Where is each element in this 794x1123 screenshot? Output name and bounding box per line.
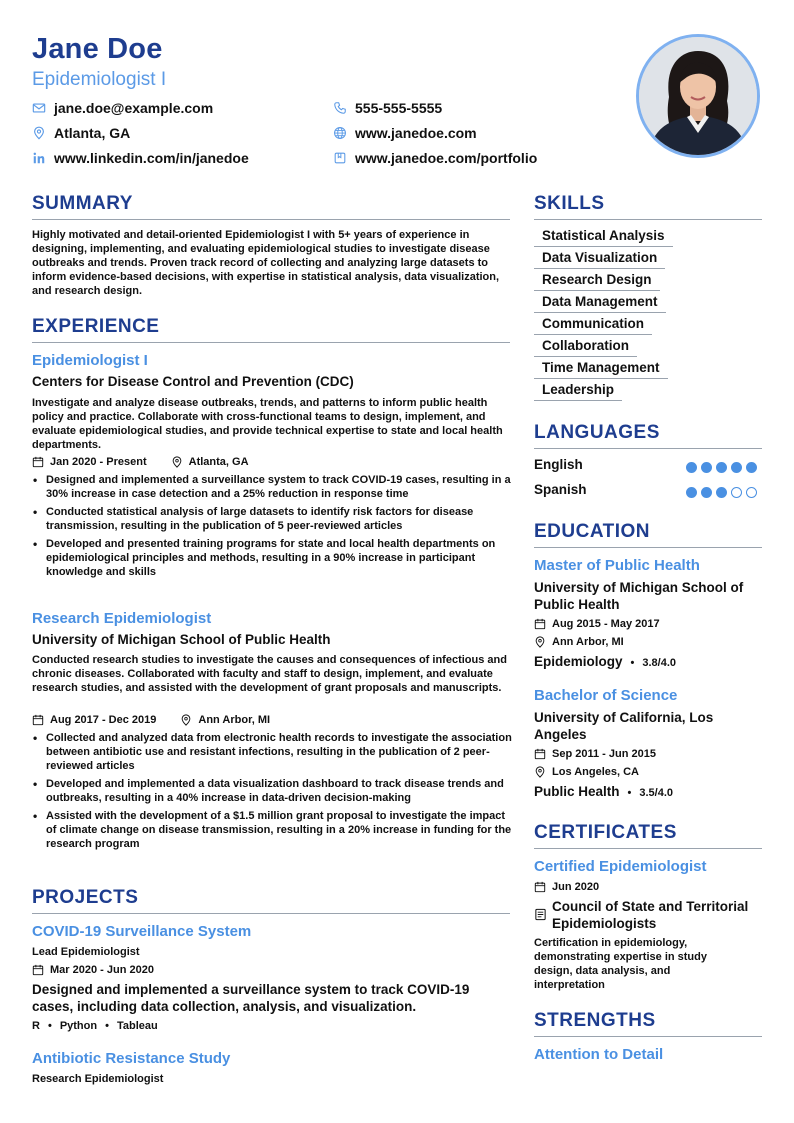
skill-tag: Collaboration	[534, 337, 637, 357]
level-dot-filled	[731, 462, 742, 473]
location-pin-icon	[534, 636, 546, 648]
job-dates: Aug 2017 - Dec 2019	[50, 714, 157, 726]
gpa-separator: •	[630, 657, 635, 669]
education-field: Epidemiology	[534, 654, 623, 669]
project-tool: Tableau	[116, 1020, 158, 1032]
certificate-description: Certification in epidemiology, demonstrating expertise in study design, data analysis, and interpretation	[534, 937, 707, 991]
gpa-separator: •	[627, 787, 632, 799]
tool-separator: •	[47, 1020, 52, 1032]
job-organization: University of Michigan School of Public Health	[32, 632, 331, 647]
achievement-item: • Designed and implemented a surveillance system to track COVID-19 cases, resulting in a 30% increase in case detection and a 25% reduction in response time	[32, 473, 512, 501]
education-gpa: 3.5/4.0	[639, 787, 674, 799]
certificate-date-text: Jun 2020	[552, 881, 600, 893]
skills-heading: SKILLS	[534, 193, 605, 214]
job-meta	[32, 713, 270, 727]
location-pin-icon	[171, 456, 183, 468]
portfolio-icon	[333, 151, 347, 165]
contact-website[interactable]	[333, 124, 477, 142]
level-dot-filled	[746, 462, 757, 473]
location-pin-icon	[180, 714, 192, 726]
strength-title: Attention to Detail	[534, 1046, 664, 1063]
projects-divider	[32, 913, 510, 914]
job-location: Ann Arbor, MI	[198, 714, 271, 726]
linkedin-text: www.linkedin.com/in/janedoe	[54, 150, 249, 166]
level-dot-empty	[746, 487, 757, 498]
education-location	[534, 635, 624, 649]
school-name: University of California, Los Angeles	[534, 710, 714, 742]
summary-text: Highly motivated and detail-oriented Epidemiologist I with 5+ years of experience in designing, implementing, and evaluating epidemiological studies to investigate disease outbreaks and trends. Proven track record of collecting and analyzing large datasets to inform evidence-based decisions, with expertise in statistical analysis, data visualization, and research design.	[32, 229, 500, 297]
job-achievements	[32, 473, 512, 583]
achievement-item: • Developed and implemented a data visualization dashboard to track disease trends and outbreaks, resulting in a 40% increase in data-driven decision-making	[32, 777, 512, 805]
contact-location	[32, 124, 130, 142]
candidate-title: Epidemiologist I	[32, 69, 167, 90]
project-dates: Mar 2020 - Jun 2020	[50, 964, 154, 976]
certificate-title: Certified Epidemiologist	[534, 858, 707, 875]
school-name: University of Michigan School of Public Health	[534, 580, 744, 612]
education-gpa: 3.8/4.0	[642, 657, 677, 669]
achievement-item: • Developed and presented training programs for state and local health departments on epidemiological principles and methods, resulting in a 90% increase in participant knowledge and skills	[32, 537, 512, 579]
job-title: Research Epidemiologist	[32, 610, 212, 627]
job-description: Conducted research studies to investigate the causes and consequences of infectious and chronic diseases. Collaborated with faculty and staff to design, implement, and evaluate research studies, and assisted with the development of grant proposals and manuscripts.	[32, 654, 507, 694]
project-role: Research Epidemiologist	[32, 1073, 164, 1085]
certificate-issuer: Council of State and Territorial Epidemiologists	[552, 899, 749, 931]
tool-separator: •	[105, 1020, 109, 1032]
experience-divider	[32, 342, 510, 343]
project-tool: Python	[59, 1020, 98, 1032]
project-title: Antibiotic Resistance Study	[32, 1050, 231, 1067]
education-location-text: Ann Arbor, MI	[552, 636, 624, 648]
location-pin-icon	[32, 126, 46, 140]
skill-tag: Data Management	[534, 293, 666, 313]
location-pin-icon	[534, 766, 546, 778]
project-tool: R	[32, 1020, 40, 1032]
email-icon	[32, 101, 46, 115]
skill-tag: Research Design	[534, 271, 660, 291]
strengths-heading: STRENGTHS	[534, 1010, 656, 1031]
education-dates	[534, 747, 656, 761]
contact-phone[interactable]	[333, 99, 442, 117]
achievement-item: • Conducted statistical analysis of large datasets to identify risk factors for disease transmission, resulting in the publication of 5 peer-reviewed articles	[32, 505, 512, 533]
achievement-item: • Collected and analyzed data from electronic health records to investigate the association between antibiotic use and resistant infections, resulting in the publication of 2 peer-reviewed articles	[32, 731, 512, 773]
level-dot-filled	[701, 462, 712, 473]
level-dot-filled	[686, 487, 697, 498]
calendar-icon	[32, 714, 44, 726]
contact-email[interactable]	[32, 99, 213, 117]
level-dot-filled	[716, 487, 727, 498]
calendar-icon	[32, 964, 44, 976]
certificates-heading: CERTIFICATES	[534, 822, 677, 843]
job-organization: Centers for Disease Control and Prevention (CDC)	[32, 374, 354, 389]
job-title: Epidemiologist I	[32, 352, 148, 369]
language-level	[686, 487, 761, 498]
skill-tag: Time Management	[534, 359, 668, 379]
degree-title: Master of Public Health	[534, 557, 700, 574]
candidate-name: Jane Doe	[32, 33, 163, 65]
phone-icon	[333, 101, 347, 115]
education-dates	[534, 617, 660, 631]
job-location: Atlanta, GA	[188, 456, 249, 468]
project-role: Lead Epidemiologist	[32, 946, 140, 958]
calendar-icon	[534, 618, 546, 630]
level-dot-filled	[716, 462, 727, 473]
project-tools	[32, 1019, 158, 1033]
language-name: English	[534, 457, 583, 472]
phone-text: 555-555-5555	[355, 100, 443, 116]
education-heading: EDUCATION	[534, 521, 651, 542]
job-meta	[32, 455, 249, 469]
project-description: Designed and implemented a surveillance system to track COVID-19 cases, including data collection, analysis, and visualization.	[32, 982, 470, 1014]
project-title: COVID-19 Surveillance System	[32, 923, 252, 940]
education-dates-text: Aug 2015 - May 2017	[552, 618, 660, 630]
education-location	[534, 765, 639, 779]
calendar-icon	[32, 456, 44, 468]
location-text: Atlanta, GA	[54, 125, 131, 141]
project-meta	[32, 963, 154, 977]
summary-heading: SUMMARY	[32, 193, 133, 214]
contact-linkedin[interactable]	[32, 149, 249, 167]
strengths-divider	[534, 1036, 762, 1037]
calendar-icon	[534, 881, 546, 893]
achievement-item: • Assisted with the development of a $1.5 million grant proposal to investigate the impact of climate change on disease transmission, resulting in a 20% increase in funding for the research program	[32, 809, 512, 851]
skill-tag: Leadership	[534, 381, 622, 401]
contact-portfolio[interactable]	[333, 149, 537, 167]
profile-photo	[636, 34, 760, 158]
languages-divider	[534, 448, 762, 449]
globe-icon	[333, 126, 347, 140]
language-level	[686, 462, 761, 473]
certificate-icon	[534, 908, 547, 921]
degree-title: Bachelor of Science	[534, 687, 678, 704]
projects-heading: PROJECTS	[32, 887, 139, 908]
job-dates: Jan 2020 - Present	[50, 456, 147, 468]
language-name: Spanish	[534, 482, 587, 497]
email-text: jane.doe@example.com	[54, 100, 214, 116]
certificate-date	[534, 880, 599, 894]
summary-divider	[32, 219, 510, 220]
education-field: Public Health	[534, 784, 620, 799]
linkedin-icon	[32, 151, 46, 165]
languages-heading: LANGUAGES	[534, 422, 660, 443]
level-dot-empty	[731, 487, 742, 498]
skills-divider	[534, 219, 762, 220]
portfolio-text: www.janedoe.com/portfolio	[355, 150, 538, 166]
education-dates-text: Sep 2011 - Jun 2015	[552, 748, 656, 760]
skill-tag: Communication	[534, 315, 652, 335]
education-field-gpa	[534, 783, 673, 802]
education-field-gpa	[534, 653, 676, 672]
education-divider	[534, 547, 762, 548]
level-dot-filled	[701, 487, 712, 498]
calendar-icon	[534, 748, 546, 760]
skill-tag: Statistical Analysis	[534, 227, 673, 247]
job-achievements	[32, 731, 512, 855]
experience-heading: EXPERIENCE	[32, 316, 160, 337]
certificates-divider	[534, 848, 762, 849]
website-text: www.janedoe.com	[355, 125, 477, 141]
portrait-illustration	[639, 37, 757, 155]
education-location-text: Los Angeles, CA	[552, 766, 639, 778]
level-dot-filled	[686, 462, 697, 473]
job-description: Investigate and analyze disease outbreaks, trends, and patterns to inform public health policy and practice. Collaborate with cross-functional teams to design, implement, and evaluate epidemiological studies, and provide technical expertise to state and local health departments.	[32, 397, 503, 451]
skill-tag: Data Visualization	[534, 249, 665, 269]
